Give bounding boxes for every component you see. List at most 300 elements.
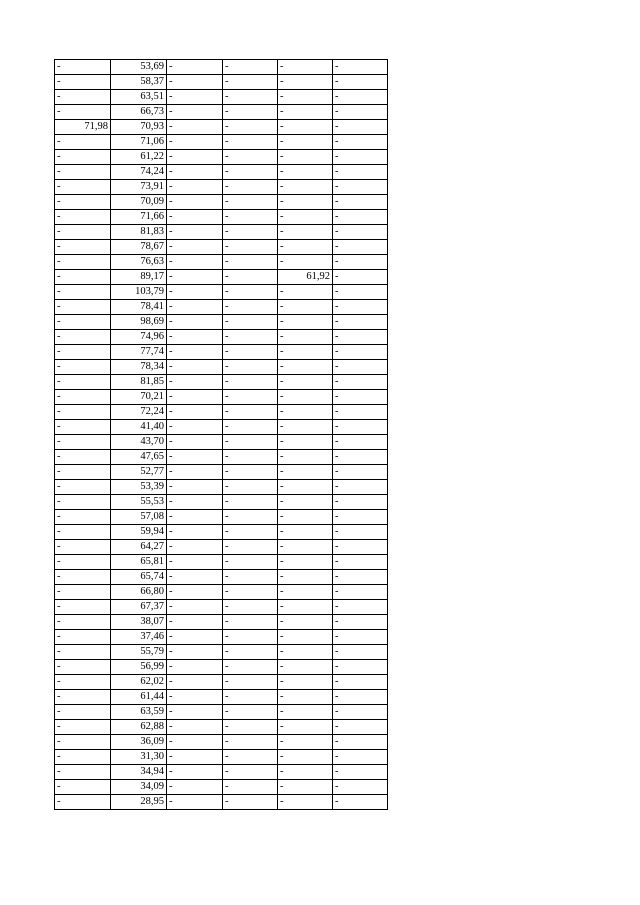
table-cell: -	[278, 690, 333, 705]
table-cell: -	[55, 510, 111, 525]
table-cell: 71,98	[55, 120, 111, 135]
table-cell: -	[167, 630, 223, 645]
table-row	[55, 330, 388, 345]
table-row	[55, 465, 388, 480]
table-cell: -	[55, 300, 111, 315]
table-cell: -	[333, 480, 388, 495]
table-row	[55, 675, 388, 690]
table-cell: 41,40	[111, 420, 167, 435]
table-row	[55, 75, 388, 90]
table-cell: -	[55, 330, 111, 345]
table-cell: -	[278, 750, 333, 765]
table-cell: -	[223, 555, 278, 570]
table-cell: -	[223, 405, 278, 420]
table-cell: -	[278, 405, 333, 420]
table-cell: -	[333, 345, 388, 360]
table-cell: 34,94	[111, 765, 167, 780]
table-cell: -	[223, 630, 278, 645]
table-cell: -	[223, 315, 278, 330]
table-cell: 81,85	[111, 375, 167, 390]
table-cell: -	[55, 660, 111, 675]
table-cell: -	[333, 60, 388, 75]
table-cell: -	[55, 570, 111, 585]
table-cell: -	[223, 105, 278, 120]
table-cell: -	[333, 660, 388, 675]
table-cell: -	[55, 690, 111, 705]
table-cell: -	[55, 240, 111, 255]
table-cell: 63,59	[111, 705, 167, 720]
table-cell: -	[278, 585, 333, 600]
table-cell: -	[167, 555, 223, 570]
table-cell: -	[278, 555, 333, 570]
table-cell: -	[278, 735, 333, 750]
table-cell: -	[333, 225, 388, 240]
table-cell: 74,96	[111, 330, 167, 345]
table-cell: -	[333, 360, 388, 375]
table-cell: -	[167, 150, 223, 165]
table-cell: -	[167, 375, 223, 390]
table-cell: -	[278, 795, 333, 810]
table-cell: 71,06	[111, 135, 167, 150]
table-cell: -	[167, 345, 223, 360]
table-row	[55, 435, 388, 450]
table-cell: 78,34	[111, 360, 167, 375]
table-cell: -	[333, 105, 388, 120]
table-cell: -	[278, 675, 333, 690]
table-row	[55, 360, 388, 375]
table-cell: -	[278, 615, 333, 630]
table-cell: -	[278, 525, 333, 540]
table-row	[55, 615, 388, 630]
table-cell: 70,21	[111, 390, 167, 405]
table-cell: -	[167, 255, 223, 270]
table-cell: -	[223, 660, 278, 675]
table-cell: 67,37	[111, 600, 167, 615]
table-cell: -	[167, 420, 223, 435]
table-cell: -	[223, 270, 278, 285]
table-cell: -	[278, 90, 333, 105]
table-row	[55, 420, 388, 435]
table-cell: -	[278, 60, 333, 75]
table-row	[55, 270, 388, 285]
table-cell: 43,70	[111, 435, 167, 450]
table-cell: -	[167, 165, 223, 180]
table-cell: 61,22	[111, 150, 167, 165]
table-cell: -	[333, 120, 388, 135]
table-cell: 63,51	[111, 90, 167, 105]
table-cell: -	[167, 390, 223, 405]
table-cell: -	[167, 75, 223, 90]
table-cell: -	[167, 735, 223, 750]
table-cell: -	[55, 90, 111, 105]
table-cell: -	[333, 240, 388, 255]
table-cell: -	[278, 720, 333, 735]
table-cell: 56,99	[111, 660, 167, 675]
table-cell: -	[167, 495, 223, 510]
table-cell: -	[223, 90, 278, 105]
table-cell: -	[167, 180, 223, 195]
table-cell: -	[278, 285, 333, 300]
table-row	[55, 390, 388, 405]
table-cell: -	[167, 285, 223, 300]
table-cell: -	[333, 300, 388, 315]
table-cell: -	[333, 765, 388, 780]
table-cell: -	[223, 195, 278, 210]
table-cell: -	[223, 330, 278, 345]
table-row	[55, 735, 388, 750]
table-cell: 53,69	[111, 60, 167, 75]
table-cell: -	[333, 180, 388, 195]
table-cell: -	[55, 525, 111, 540]
table-cell: -	[167, 435, 223, 450]
table-cell: -	[167, 720, 223, 735]
table-cell: -	[167, 105, 223, 120]
table-cell: -	[278, 600, 333, 615]
table-cell: -	[333, 570, 388, 585]
table-cell: -	[55, 435, 111, 450]
table-cell: -	[333, 390, 388, 405]
table-cell: 53,39	[111, 480, 167, 495]
table-cell: -	[278, 450, 333, 465]
table-cell: -	[55, 615, 111, 630]
table-cell: -	[167, 315, 223, 330]
table-cell: -	[223, 780, 278, 795]
table-cell: 66,73	[111, 105, 167, 120]
table-cell: -	[223, 420, 278, 435]
table-cell: -	[167, 270, 223, 285]
table-cell: -	[333, 315, 388, 330]
table-cell: -	[167, 90, 223, 105]
table-cell: -	[278, 375, 333, 390]
table-cell: -	[167, 120, 223, 135]
table-cell: -	[223, 480, 278, 495]
table-cell: -	[167, 480, 223, 495]
table-cell: -	[223, 600, 278, 615]
table-cell: -	[278, 480, 333, 495]
table-cell: -	[55, 150, 111, 165]
table-cell: -	[55, 585, 111, 600]
table-cell: -	[223, 795, 278, 810]
table-row	[55, 150, 388, 165]
table-cell: -	[278, 120, 333, 135]
table-cell: -	[223, 210, 278, 225]
table-cell: -	[333, 690, 388, 705]
table-cell: -	[278, 510, 333, 525]
table-cell: -	[55, 465, 111, 480]
table-row	[55, 90, 388, 105]
table-cell: -	[167, 600, 223, 615]
table-row	[55, 105, 388, 120]
table-cell: -	[55, 360, 111, 375]
table-cell: 36,09	[111, 735, 167, 750]
table-cell: -	[278, 150, 333, 165]
table-cell: -	[333, 750, 388, 765]
table-cell: -	[333, 585, 388, 600]
table-cell: -	[55, 75, 111, 90]
table-cell: -	[55, 750, 111, 765]
table-cell: -	[55, 420, 111, 435]
table-cell: -	[223, 255, 278, 270]
table-cell: -	[167, 750, 223, 765]
table-cell: -	[223, 675, 278, 690]
table-cell: -	[167, 330, 223, 345]
table-cell: 61,44	[111, 690, 167, 705]
table-cell: -	[167, 300, 223, 315]
table-cell: 70,09	[111, 195, 167, 210]
table-row	[55, 60, 388, 75]
table-cell: -	[333, 675, 388, 690]
table-body	[55, 60, 388, 810]
table-cell: -	[167, 675, 223, 690]
table-cell: -	[223, 510, 278, 525]
table-cell: -	[223, 585, 278, 600]
table-cell: -	[278, 240, 333, 255]
table-row	[55, 450, 388, 465]
table-cell: -	[333, 195, 388, 210]
table-cell: -	[223, 450, 278, 465]
table-cell: -	[278, 180, 333, 195]
table-cell: -	[223, 435, 278, 450]
table-row	[55, 540, 388, 555]
table-row	[55, 525, 388, 540]
table-cell: -	[333, 210, 388, 225]
table-cell: -	[55, 135, 111, 150]
table-row	[55, 210, 388, 225]
table-cell: -	[278, 225, 333, 240]
table-cell: 65,74	[111, 570, 167, 585]
table-row	[55, 285, 388, 300]
table-row	[55, 555, 388, 570]
table-cell: -	[223, 75, 278, 90]
table-cell: -	[167, 240, 223, 255]
table-cell: -	[223, 180, 278, 195]
table-cell: -	[333, 135, 388, 150]
table-cell: -	[55, 195, 111, 210]
table-cell: -	[55, 765, 111, 780]
table-cell: -	[223, 300, 278, 315]
table-row	[55, 120, 388, 135]
table-cell: 72,24	[111, 405, 167, 420]
table-cell: -	[278, 780, 333, 795]
table-cell: -	[55, 495, 111, 510]
table-cell: -	[278, 465, 333, 480]
table-cell: -	[223, 345, 278, 360]
table-cell: -	[278, 75, 333, 90]
table-cell: -	[223, 615, 278, 630]
table-cell: -	[223, 570, 278, 585]
table-cell: 103,79	[111, 285, 167, 300]
table-cell: -	[167, 540, 223, 555]
table-cell: -	[223, 240, 278, 255]
table-cell: -	[278, 345, 333, 360]
table-cell: -	[223, 135, 278, 150]
table-cell: 65,81	[111, 555, 167, 570]
table-cell: 55,79	[111, 645, 167, 660]
table-cell: 71,66	[111, 210, 167, 225]
table-cell: -	[333, 615, 388, 630]
table-row	[55, 195, 388, 210]
table-cell: 37,46	[111, 630, 167, 645]
table-cell: -	[333, 540, 388, 555]
table-row	[55, 165, 388, 180]
table-cell: -	[167, 135, 223, 150]
table-cell: -	[333, 150, 388, 165]
table-cell: -	[223, 735, 278, 750]
data-table	[54, 59, 388, 810]
table-cell: -	[333, 510, 388, 525]
table-cell: -	[278, 570, 333, 585]
table-cell: -	[333, 705, 388, 720]
table-cell: -	[55, 735, 111, 750]
table-cell: -	[278, 630, 333, 645]
table-cell: -	[167, 510, 223, 525]
table-row	[55, 705, 388, 720]
table-cell: -	[333, 720, 388, 735]
table-cell: -	[55, 720, 111, 735]
table-cell: 62,88	[111, 720, 167, 735]
table-cell: 57,08	[111, 510, 167, 525]
table-cell: 59,94	[111, 525, 167, 540]
table-cell: -	[167, 525, 223, 540]
table-cell: -	[55, 180, 111, 195]
table-cell: 58,37	[111, 75, 167, 90]
table-cell: -	[55, 60, 111, 75]
table-cell: -	[55, 405, 111, 420]
table-cell: -	[278, 540, 333, 555]
table-cell: 64,27	[111, 540, 167, 555]
table-cell: -	[167, 765, 223, 780]
table-cell: -	[167, 225, 223, 240]
table-row	[55, 585, 388, 600]
table-cell: -	[55, 390, 111, 405]
table-cell: -	[333, 285, 388, 300]
table-cell: -	[223, 465, 278, 480]
table-cell: -	[278, 105, 333, 120]
table-row	[55, 345, 388, 360]
table-row	[55, 405, 388, 420]
table-row	[55, 300, 388, 315]
table-cell: 61,92	[278, 270, 333, 285]
table-row	[55, 510, 388, 525]
table-cell: -	[333, 600, 388, 615]
table-cell: -	[333, 645, 388, 660]
table-row	[55, 240, 388, 255]
table-cell: -	[223, 525, 278, 540]
table-cell: -	[278, 165, 333, 180]
table-row	[55, 375, 388, 390]
table-row	[55, 570, 388, 585]
table-cell: 34,09	[111, 780, 167, 795]
table-cell: -	[223, 60, 278, 75]
table-cell: -	[333, 525, 388, 540]
table-cell: -	[333, 255, 388, 270]
table-cell: -	[167, 360, 223, 375]
table-cell: -	[333, 495, 388, 510]
table-cell: 74,24	[111, 165, 167, 180]
table-cell: 81,83	[111, 225, 167, 240]
table-cell: -	[333, 435, 388, 450]
table-cell: -	[333, 450, 388, 465]
table-cell: -	[55, 450, 111, 465]
table-cell: -	[333, 780, 388, 795]
table-cell: -	[278, 645, 333, 660]
table-cell: 31,30	[111, 750, 167, 765]
table-row	[55, 660, 388, 675]
table-cell: -	[55, 225, 111, 240]
table-cell: -	[167, 660, 223, 675]
table-row	[55, 180, 388, 195]
table-cell: -	[167, 450, 223, 465]
table-cell: -	[278, 660, 333, 675]
table-cell: -	[55, 705, 111, 720]
table-row	[55, 225, 388, 240]
table-cell: -	[55, 165, 111, 180]
table-cell: -	[278, 300, 333, 315]
table-cell: -	[55, 315, 111, 330]
table-cell: -	[223, 720, 278, 735]
table-cell: 52,77	[111, 465, 167, 480]
table-cell: -	[333, 555, 388, 570]
table-cell: -	[167, 570, 223, 585]
table-cell: -	[55, 255, 111, 270]
table-cell: -	[167, 795, 223, 810]
table-row	[55, 480, 388, 495]
table-cell: -	[167, 780, 223, 795]
table-cell: -	[333, 165, 388, 180]
table-cell: 78,67	[111, 240, 167, 255]
table-cell: 77,74	[111, 345, 167, 360]
table-cell: 62,02	[111, 675, 167, 690]
table-cell: -	[278, 315, 333, 330]
table-cell: -	[333, 270, 388, 285]
table-cell: -	[278, 255, 333, 270]
table-cell: -	[278, 705, 333, 720]
table-cell: -	[55, 285, 111, 300]
table-cell: -	[278, 195, 333, 210]
table-row	[55, 255, 388, 270]
table-cell: 89,17	[111, 270, 167, 285]
table-cell: -	[333, 90, 388, 105]
table-cell: 73,91	[111, 180, 167, 195]
table-row	[55, 135, 388, 150]
table-cell: -	[55, 630, 111, 645]
table-cell: -	[333, 375, 388, 390]
table-cell: -	[167, 690, 223, 705]
table-cell: -	[278, 135, 333, 150]
table-row	[55, 795, 388, 810]
table-cell: -	[55, 210, 111, 225]
table-cell: 55,53	[111, 495, 167, 510]
table-cell: 66,80	[111, 585, 167, 600]
table-cell: -	[223, 165, 278, 180]
table-cell: -	[223, 120, 278, 135]
table-cell: -	[223, 690, 278, 705]
table-cell: -	[55, 645, 111, 660]
table-cell: -	[167, 585, 223, 600]
table-cell: -	[278, 390, 333, 405]
table-cell: -	[333, 630, 388, 645]
table-cell: -	[223, 360, 278, 375]
table-row	[55, 315, 388, 330]
table-cell: -	[55, 375, 111, 390]
table-cell: -	[167, 615, 223, 630]
table-cell: -	[167, 705, 223, 720]
table-row	[55, 765, 388, 780]
table-cell: 76,63	[111, 255, 167, 270]
table-cell: -	[333, 465, 388, 480]
table-cell: -	[278, 495, 333, 510]
table-cell: -	[223, 540, 278, 555]
